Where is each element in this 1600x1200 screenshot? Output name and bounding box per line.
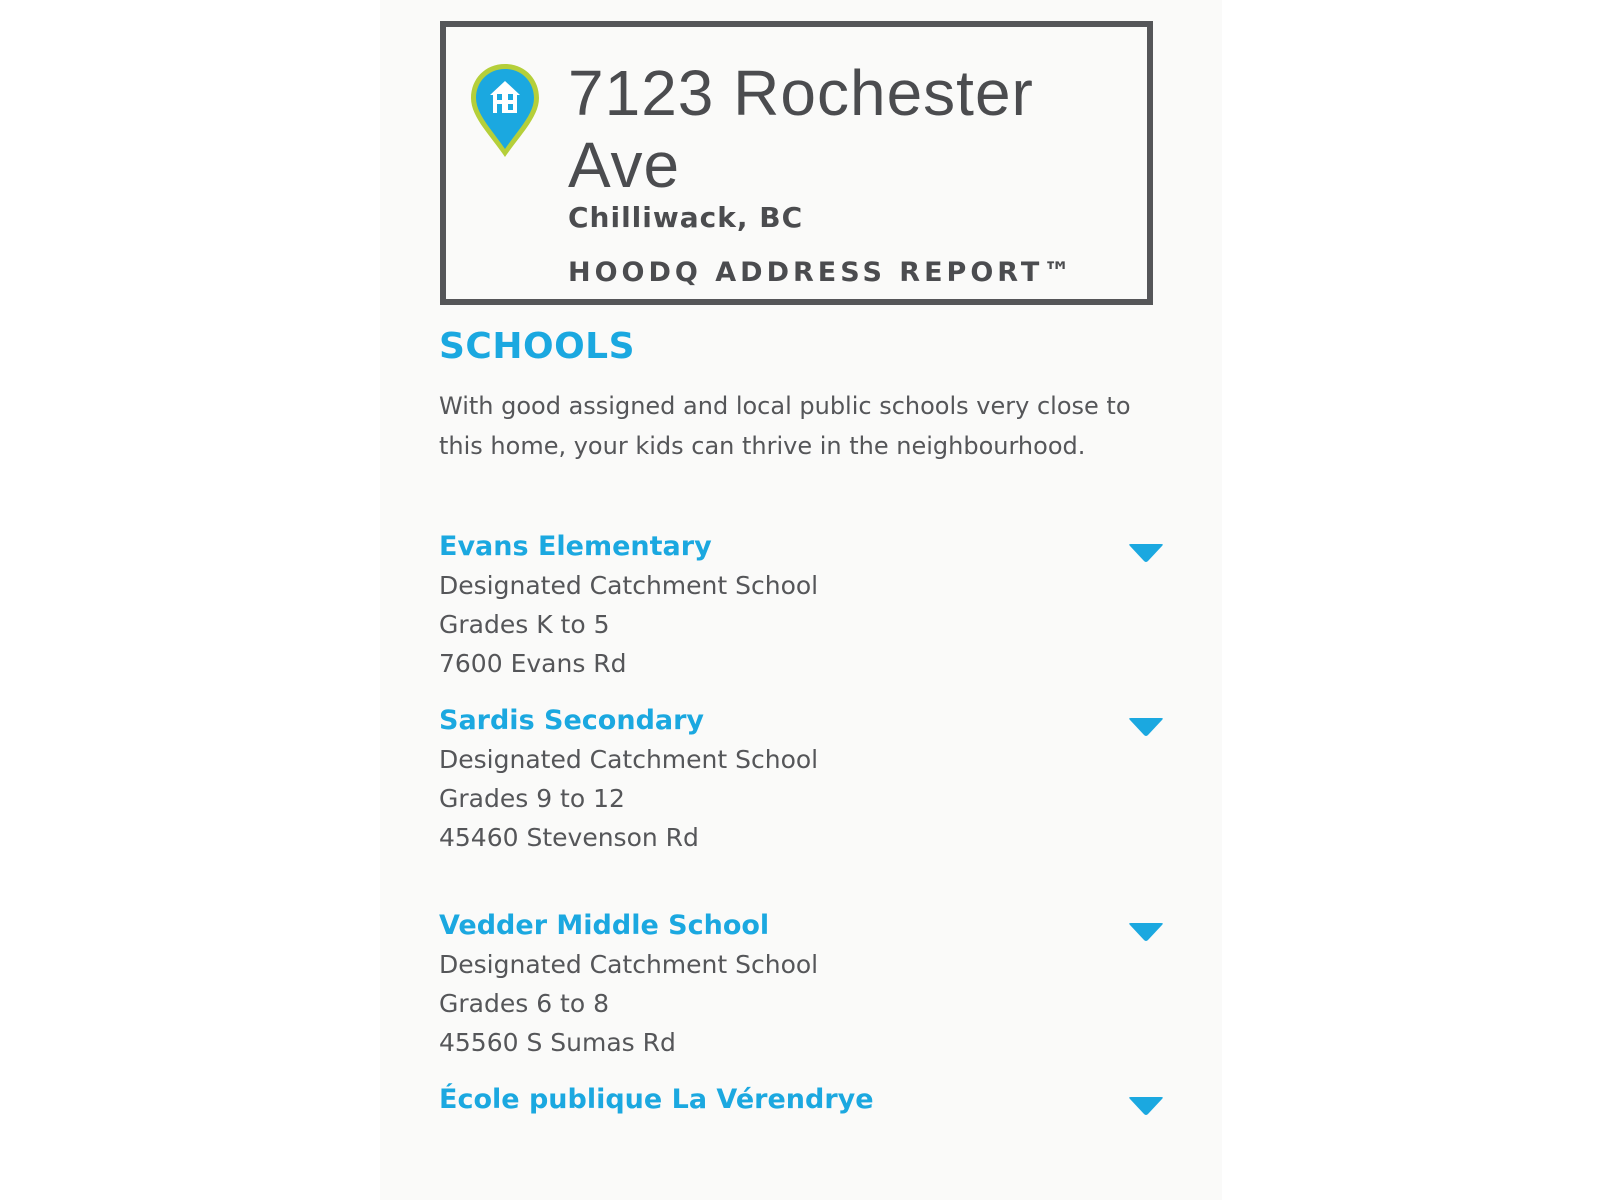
address-header — [440, 21, 1153, 305]
school-item-la-verendrye[interactable] — [439, 1081, 1159, 1119]
house-pin-icon — [468, 61, 542, 161]
school-type: Designated Catchment School — [439, 745, 819, 774]
school-grades: Grades K to 5 — [439, 610, 610, 639]
chevron-down-icon[interactable] — [1127, 921, 1165, 945]
school-type: Designated Catchment School — [439, 571, 819, 600]
report-page — [380, 0, 1222, 1200]
section-title: SCHOOLS — [439, 326, 636, 367]
address-title: 7123 Rochester Ave — [568, 57, 1034, 201]
chevron-down-icon[interactable] — [1127, 716, 1165, 740]
city-label: Chilliwack, BC — [568, 201, 804, 234]
school-type: Designated Catchment School — [439, 950, 819, 979]
report-label: HOODQ ADDRESS REPORT™ — [568, 257, 1075, 288]
school-name[interactable]: École publique La Vérendrye — [439, 1084, 874, 1115]
school-item-sardis[interactable] — [439, 702, 1159, 857]
section-description: With good assigned and local public schools very close to this home, your kids can thrive in the neighbourhood. — [439, 392, 1131, 460]
school-name[interactable]: Vedder Middle School — [439, 910, 770, 941]
chevron-down-icon[interactable] — [1127, 542, 1165, 566]
school-address: 45460 Stevenson Rd — [439, 823, 699, 852]
school-item-vedder[interactable] — [439, 907, 1159, 1062]
school-item-evans[interactable] — [439, 528, 1159, 683]
school-address: 45560 S Sumas Rd — [439, 1028, 676, 1057]
school-grades: Grades 9 to 12 — [439, 784, 625, 813]
school-name[interactable]: Evans Elementary — [439, 531, 712, 562]
chevron-down-icon[interactable] — [1127, 1095, 1165, 1119]
school-grades: Grades 6 to 8 — [439, 989, 609, 1018]
school-address: 7600 Evans Rd — [439, 649, 627, 678]
school-name[interactable]: Sardis Secondary — [439, 705, 705, 736]
